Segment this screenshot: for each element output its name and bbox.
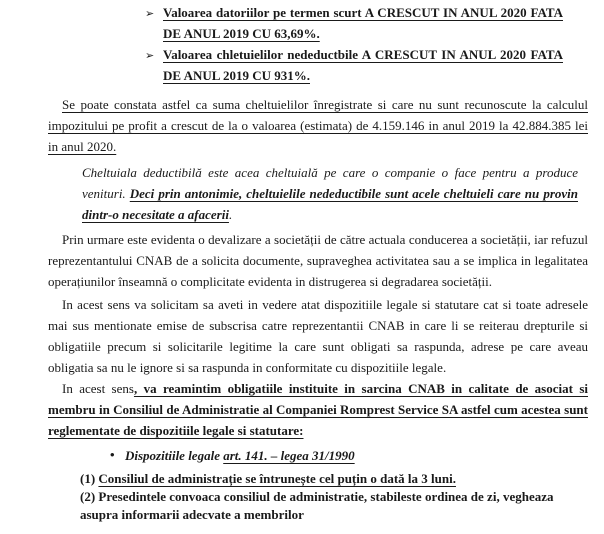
list-item [145, 44, 563, 86]
law-item-number: (1) [80, 471, 99, 486]
paragraph-request: In acest sens va solicitam sa aveti in vedere atat dispozitiile legale si statutare cat si toate adresele mai sus mentionate emise de subscrisa catre reprezentantii CNAB in care li se reiterau drepturile si obligatiile precum si solicitarile legitime la care sunt obligati sa raspunda, adrese pe care aveau obligatia sa nu le ignore si sa raspunda in conformitate cu dispozitiile legale. [48, 297, 588, 375]
legal-bullet-label: Dispozitiile legale [125, 448, 224, 463]
legal-provisions-bullet [110, 445, 588, 466]
underlined-text: Se poate constata astfel ca suma cheltuielilor înregistrate si care nu sunt recunoscute la calculul impozitului pe profit a crescut de la o valoarea (estimata) de 4.159.146 in anul 2019 la 42.884.385 lei in anul 2020. [48, 97, 588, 154]
definition-emphasis-text: Deci prin antonimie, cheltuielile nedeductibile sunt acele cheltuieli care nu provin dintr-o necesitate a afacerii [82, 186, 578, 222]
paragraph-expenses-growth [48, 94, 588, 157]
reminder-plain-text: In acest sens [62, 381, 134, 396]
law-item-text: Consiliul de administrație se întrunește cel puțin o dată la 3 luni. [98, 471, 456, 486]
paragraph-reminder [48, 378, 588, 441]
law-item-2-clipped: (2) Presedintele convoaca consiliul de administratie, stabileste ordinea de zi, vegheaza asupra informarii adecvate a membrilor [80, 489, 554, 522]
list-item [145, 2, 563, 44]
arrow-bullet-icon: ➢ [145, 7, 155, 20]
paragraph-devalization: Prin urmare este evidenta o devalizare a societății de către actuala conducerea a societății, iar refuzul reprezentantului CNAB de a solicita documente, supraveghea activitatea sau a se implica in legalitatea operațiunilor înseamnă o complicitate evidenta in distrugerea si degradarea societății. [48, 232, 588, 289]
definition-plain-text: Cheltuiala deductibilă este acea cheltuială pe care o companie o face pentru a produce venituri. [82, 165, 578, 201]
arrow-bullet-icon: ➢ [145, 49, 155, 62]
summary-bullet-list [145, 2, 563, 86]
reminder-emphasis-text: , va reamintim obligatiile instituite in sarcina CNAB in calitate de asociat si membru in Consiliul de Administratie al Companiei Romprest Service SA astfel cum acestea sunt reglementate de dispozitiile legale si statutare: [48, 381, 588, 438]
legal-article-reference: art. 141. – legea 31/1990 [223, 448, 355, 463]
definition-period: . [228, 207, 233, 222]
bullet-text: Valoarea datoriilor pe termen scurt A CRESCUT IN ANUL 2020 FATA DE ANUL 2019 CU 63,69%. [163, 5, 563, 41]
law-item-1 [80, 470, 588, 488]
dot-bullet-icon: • [110, 447, 115, 462]
definition-blockquote [82, 162, 578, 225]
bullet-text: Valoarea chletuielilor nedeductbile A CRESCUT IN ANUL 2020 FATA DE ANUL 2019 CU 931%. [163, 47, 563, 83]
